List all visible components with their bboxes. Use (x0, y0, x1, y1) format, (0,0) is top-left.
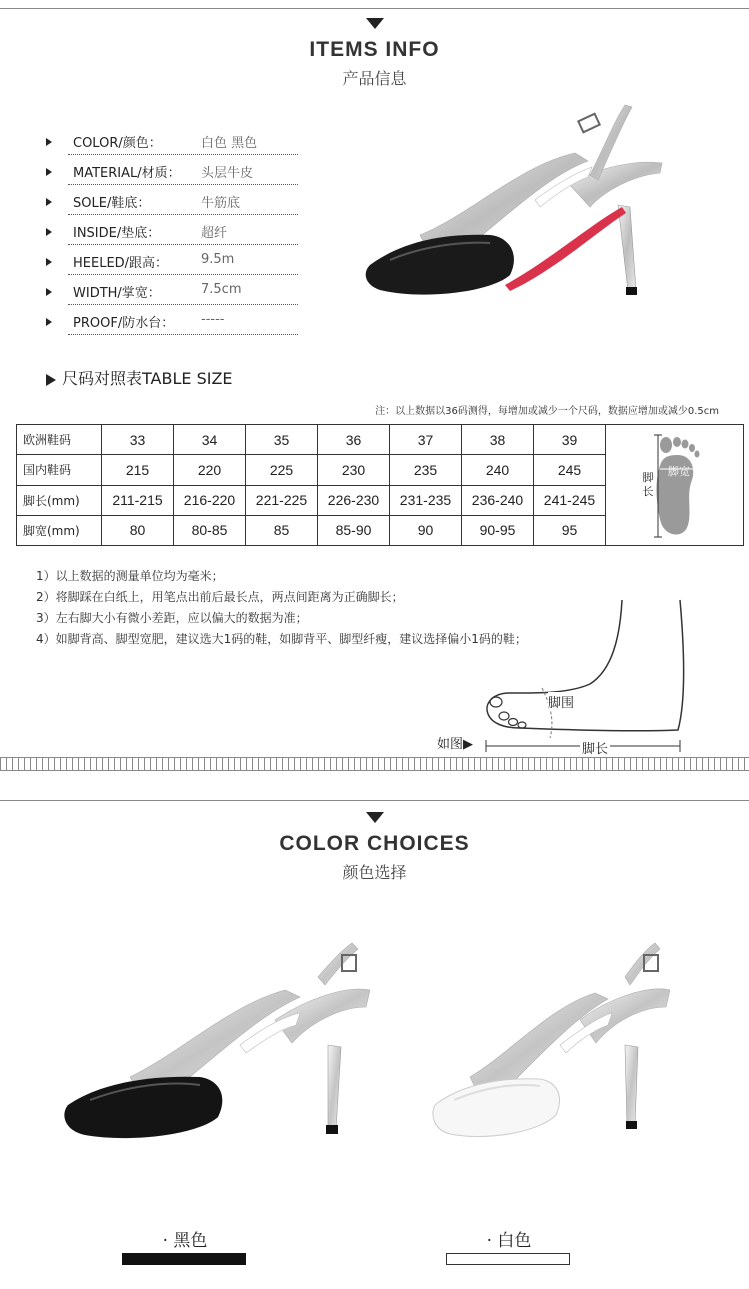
table-cell: 90 (390, 515, 462, 545)
spec-value: 头层牛皮 (201, 166, 254, 181)
spec-label: SOLE/鞋底： (73, 196, 151, 211)
table-cell: 90-95 (462, 515, 534, 545)
spec-value: 超纤 (201, 226, 228, 241)
row-header: 脚长(mm) (17, 485, 102, 515)
color-choices-title: COLOR CHOICES (279, 832, 470, 855)
table-cell: 231-235 (390, 485, 462, 515)
bullet-icon (46, 138, 52, 146)
color-choices-subtitle: 颜色选择 (342, 863, 407, 882)
table-cell: 80 (102, 515, 174, 545)
color-option-white-label: · 白色 (486, 1231, 532, 1251)
section-divider (0, 8, 749, 9)
section-divider (0, 800, 749, 801)
dotted-divider (68, 244, 298, 245)
spec-row (46, 220, 298, 250)
bullet-icon (46, 318, 52, 326)
row-header: 脚宽(mm) (17, 515, 102, 545)
size-table-heading-text: 尺码对照表TABLE SIZE (62, 369, 233, 388)
bullet-icon (46, 168, 52, 176)
spec-row (46, 310, 298, 340)
table-cell: 85-90 (318, 515, 390, 545)
table-cell: 35 (246, 425, 318, 455)
black-shoe-image (60, 935, 380, 1165)
table-cell: 39 (534, 425, 606, 455)
spec-row (46, 190, 298, 220)
spec-row (46, 130, 298, 160)
dotted-divider (68, 334, 298, 335)
items-info-title: ITEMS INFO (309, 38, 440, 61)
dotted-divider (68, 184, 298, 185)
dotted-divider (68, 154, 298, 155)
spec-value: 白色 黑色 (201, 136, 258, 151)
table-cell: 80-85 (174, 515, 246, 545)
table-cell: 241-245 (534, 485, 606, 515)
tip-item: 4）如脚背高、脚型宽肥，建议选大1码的鞋，如脚背平、脚型纤瘦，建议选择偏小1码的鞋； (36, 632, 527, 646)
spec-value: 7.5cm (201, 282, 242, 297)
table-cell: 34 (174, 425, 246, 455)
table-cell: 226-230 (318, 485, 390, 515)
white-shoe-image (430, 935, 730, 1165)
items-info-subtitle: 产品信息 (342, 69, 407, 88)
table-cell: 221-225 (246, 485, 318, 515)
spec-row (46, 160, 298, 190)
size-table-heading (46, 366, 233, 389)
spec-label: WIDTH/掌宽： (73, 286, 161, 301)
tip-item: 3）左右脚大小有微小差距，应以偏大的数据为准； (36, 611, 308, 625)
row-header: 国内鞋码 (17, 455, 102, 485)
color-swatch-black[interactable] (122, 1253, 246, 1265)
foot-width-label: 脚宽 (668, 466, 690, 478)
table-row (17, 425, 744, 455)
row-header: 欧洲鞋码 (17, 425, 102, 455)
foot-length-diagram-label: 脚长 (580, 738, 610, 757)
color-swatch-white[interactable] (446, 1253, 570, 1265)
ruler-divider (0, 757, 749, 771)
color-option-black-label: · 黑色 (162, 1231, 208, 1251)
footprint-icon (606, 425, 743, 545)
table-cell: 215 (102, 455, 174, 485)
size-note: 注：以上数据以36码测得，每增加或减少一个尺码，数据应增加或减少0.5cm (375, 406, 719, 417)
table-cell: 230 (318, 455, 390, 485)
tip-item: 1）以上数据的测量单位均为毫米； (36, 569, 224, 583)
spec-label: MATERIAL/材质： (73, 166, 181, 181)
spec-value: 9.5m (201, 252, 235, 267)
table-cell: 85 (246, 515, 318, 545)
table-cell: 38 (462, 425, 534, 455)
table-cell: 225 (246, 455, 318, 485)
table-cell: 37 (390, 425, 462, 455)
product-shoe-image (360, 95, 680, 310)
spec-value: 牛筋底 (201, 196, 241, 211)
triangle-icon (46, 374, 56, 386)
bullet-icon (46, 258, 52, 266)
tip-item: 2）将脚踩在白纸上，用笔点出前后最长点，两点间距离为正确脚长； (36, 590, 404, 604)
foot-diagram-cell (606, 425, 744, 546)
dotted-divider (68, 214, 298, 215)
spec-label: PROOF/防水台： (73, 316, 175, 331)
size-table (16, 424, 744, 546)
foot-measure-diagram (480, 598, 690, 758)
table-cell: 235 (390, 455, 462, 485)
bullet-icon (46, 288, 52, 296)
foot-girth-label: 脚围 (548, 692, 574, 711)
table-cell: 36 (318, 425, 390, 455)
bullet-icon (46, 228, 52, 236)
bullet-icon (46, 198, 52, 206)
as-shown-label: 如图▶ (437, 737, 473, 752)
table-cell: 33 (102, 425, 174, 455)
spec-label: INSIDE/垫底： (73, 226, 161, 241)
measurement-tips (36, 566, 527, 650)
table-cell: 95 (534, 515, 606, 545)
foot-length-label: 脚长 (642, 472, 654, 498)
table-cell: 236-240 (462, 485, 534, 515)
table-cell: 216-220 (174, 485, 246, 515)
table-cell: 245 (534, 455, 606, 485)
table-cell: 211-215 (102, 485, 174, 515)
spec-value: ----- (201, 312, 225, 327)
table-cell: 240 (462, 455, 534, 485)
section-notch-icon (366, 812, 384, 823)
dotted-divider (68, 274, 298, 275)
section-notch-icon (366, 18, 384, 29)
spec-row (46, 280, 298, 310)
spec-label: COLOR/颜色： (73, 136, 162, 151)
spec-row (46, 250, 298, 280)
dotted-divider (68, 304, 298, 305)
spec-label: HEELED/跟高： (73, 256, 169, 271)
table-cell: 220 (174, 455, 246, 485)
